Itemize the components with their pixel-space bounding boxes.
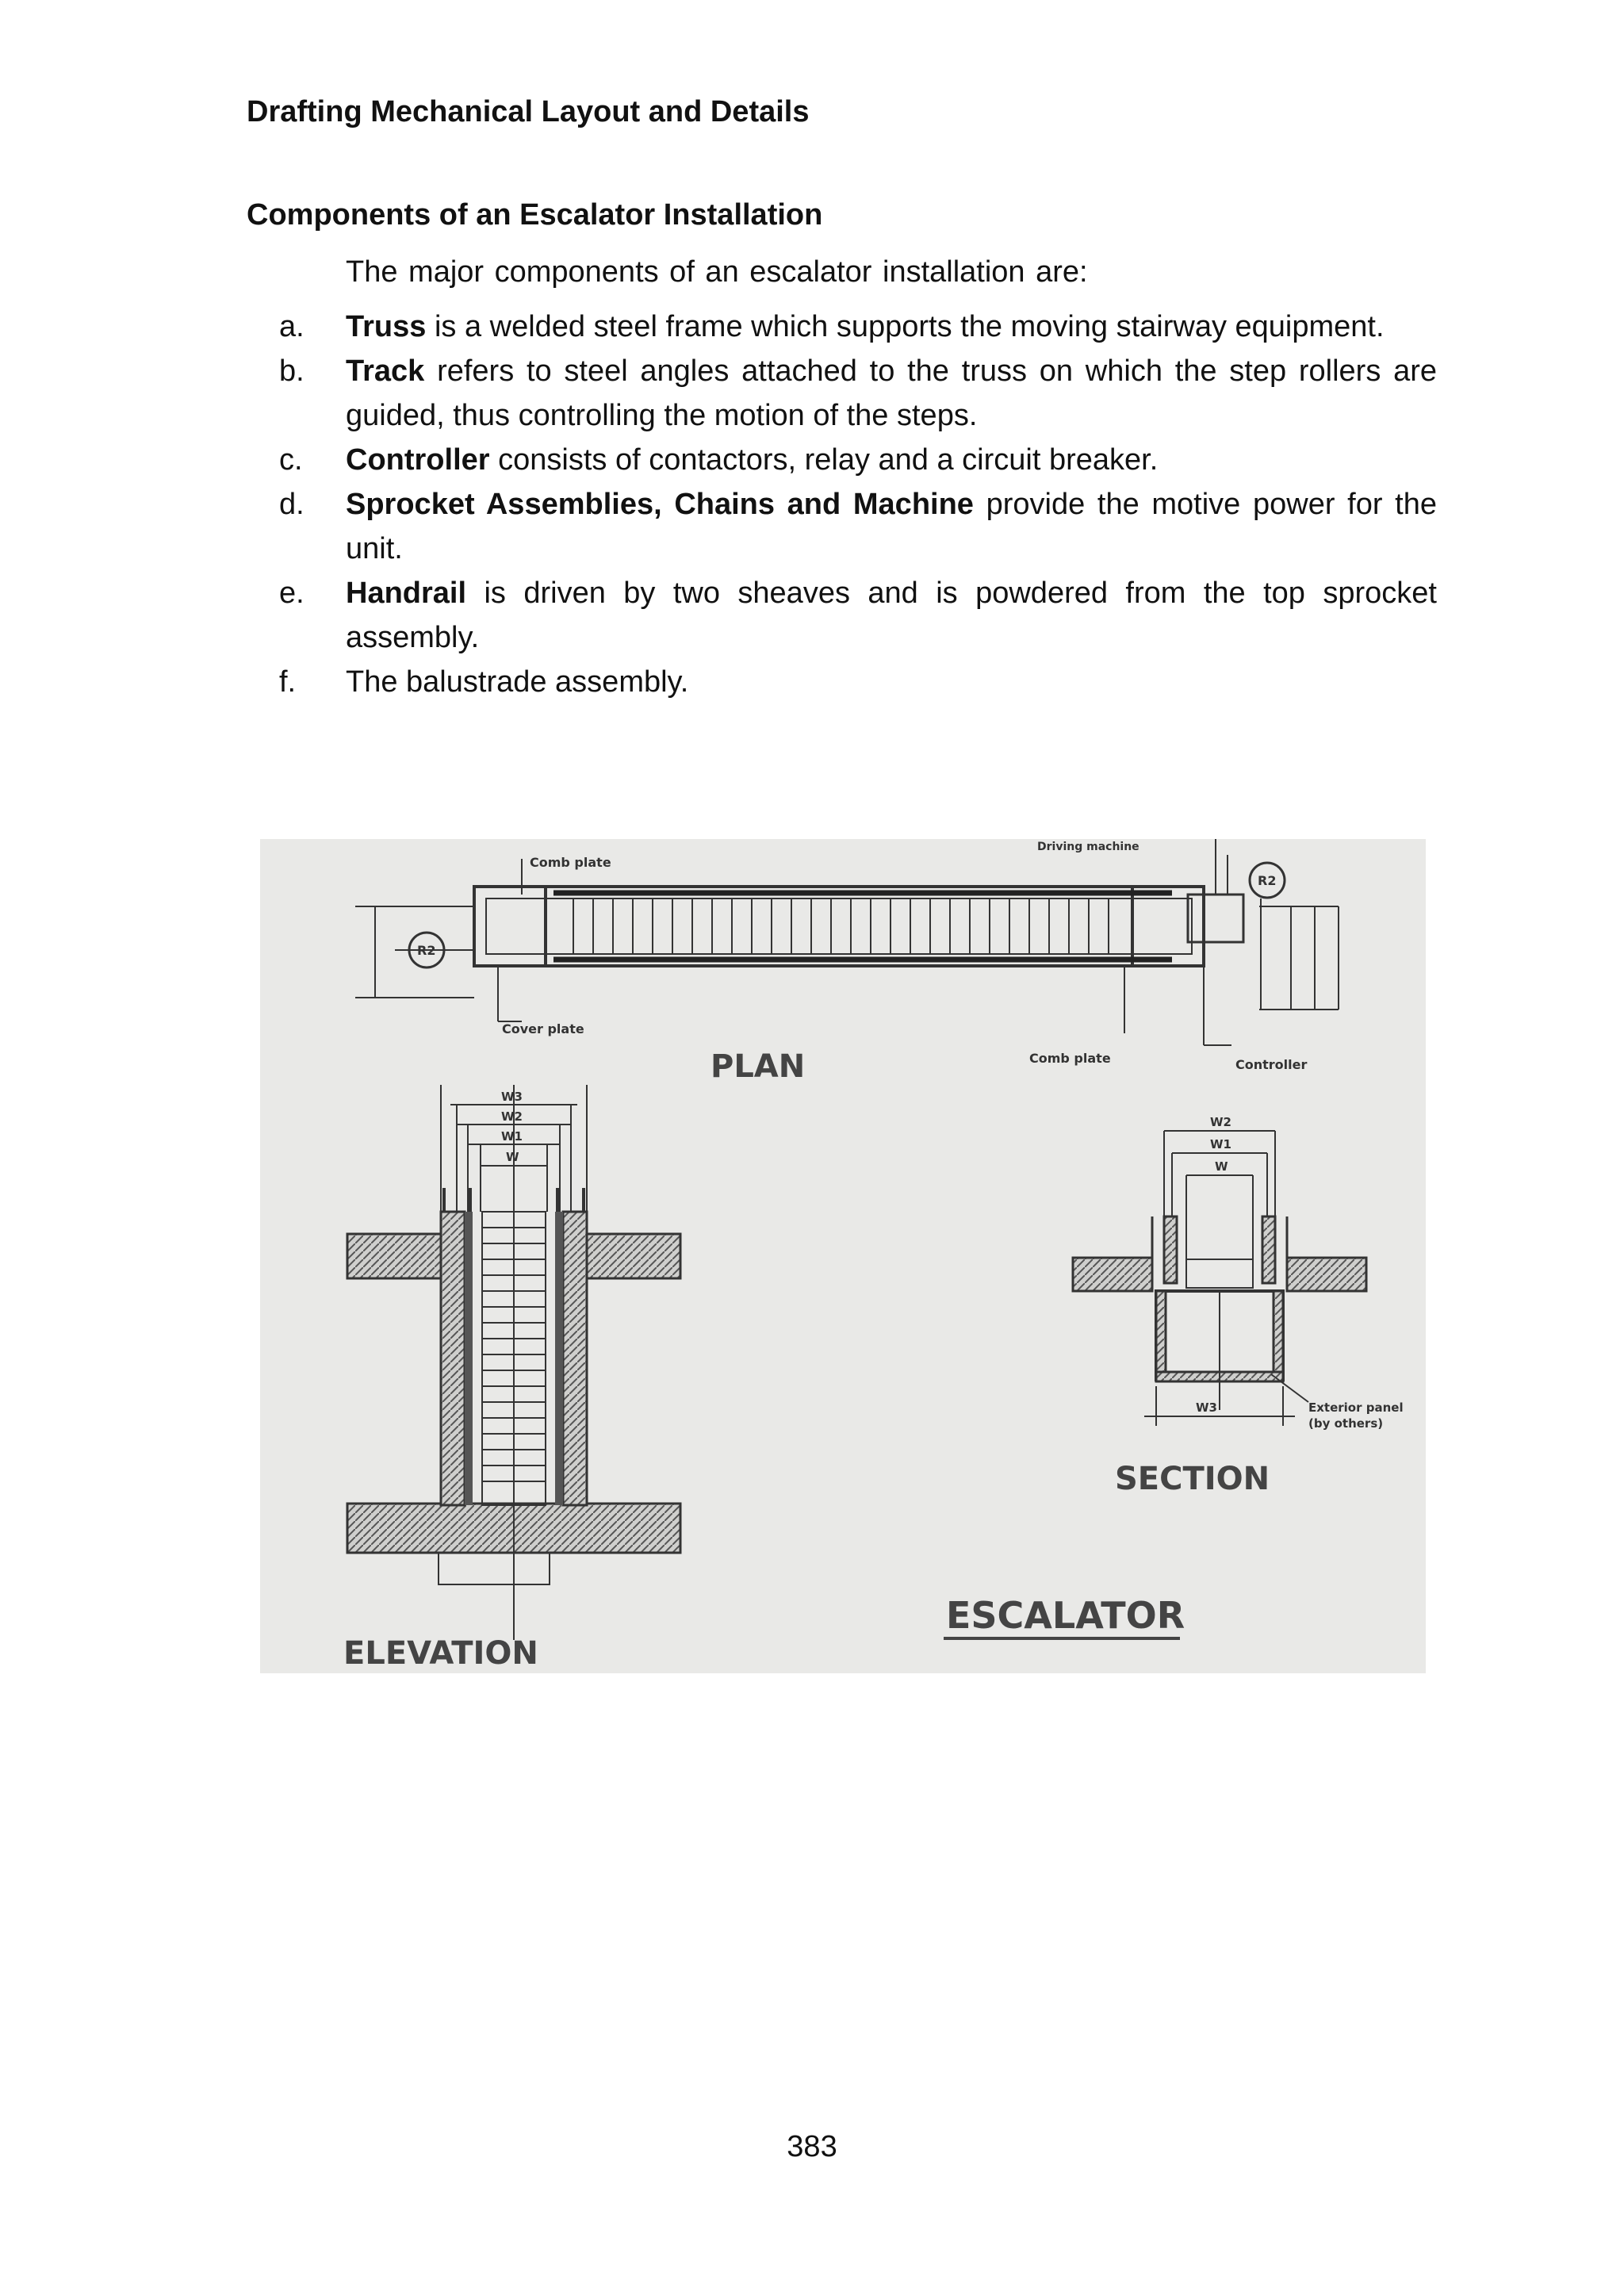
page-number: 383 bbox=[787, 2130, 837, 2163]
list-item bbox=[279, 660, 1437, 704]
plan-steps bbox=[573, 898, 1109, 954]
list-marker: e. bbox=[279, 577, 304, 610]
figure-title: ESCALATOR bbox=[946, 1594, 1185, 1637]
list-item bbox=[279, 482, 1437, 571]
component-term: Handrail bbox=[346, 577, 467, 610]
component-description: provide the motive power for the unit. bbox=[346, 488, 1437, 565]
escalator-drawing bbox=[260, 839, 1426, 1673]
label-by-others: (by others) bbox=[1308, 1416, 1384, 1431]
label-cover-plate: Cover plate bbox=[502, 1021, 584, 1036]
driving-machine-block bbox=[1188, 895, 1243, 942]
component-description: consists of contactors, relay and a circuit breaker. bbox=[489, 443, 1159, 477]
component-description: is driven by two sheaves and is powdered from the top sprocket assembly. bbox=[346, 577, 1437, 654]
label-controller: Controller bbox=[1235, 1057, 1308, 1072]
label-comb-plate-top: Comb plate bbox=[530, 855, 611, 870]
elevation-balustrade-left bbox=[441, 1212, 465, 1505]
label-plan: PLAN bbox=[710, 1048, 806, 1085]
component-description: is a welded steel frame which supports the moving stairway equipment. bbox=[426, 310, 1385, 343]
intro-paragraph: The major components of an escalator installation are: bbox=[346, 255, 1088, 289]
list-item bbox=[279, 438, 1437, 482]
label-sect-w2: W2 bbox=[1210, 1115, 1231, 1129]
label-elev-w1: W1 bbox=[501, 1129, 523, 1144]
component-description: refers to steel angles attached to the truss on which the step rollers are guided, thus controlling the motion of the steps. bbox=[346, 354, 1437, 432]
escalator-figure bbox=[260, 839, 1426, 1673]
list-item bbox=[279, 305, 1437, 349]
label-elev-w2: W2 bbox=[501, 1109, 523, 1124]
label-r2-right: R2 bbox=[1258, 873, 1277, 888]
list-item bbox=[279, 571, 1437, 660]
section-title: Components of an Escalator Installation bbox=[247, 198, 823, 232]
list-marker: a. bbox=[279, 310, 304, 343]
component-term: Controller bbox=[346, 443, 490, 477]
list-item bbox=[279, 349, 1437, 438]
section-view bbox=[1073, 1131, 1366, 1426]
label-elev-w: W bbox=[506, 1150, 519, 1164]
label-sect-w1: W1 bbox=[1210, 1137, 1231, 1151]
label-section: SECTION bbox=[1115, 1461, 1270, 1497]
label-exterior-panel: Exterior panel bbox=[1308, 1400, 1404, 1415]
list-marker: f. bbox=[279, 665, 297, 699]
plan-view bbox=[355, 839, 1339, 1045]
label-elevation: ELEVATION bbox=[343, 1635, 538, 1672]
component-term: Track bbox=[346, 354, 425, 388]
elevation-balustrade-right bbox=[563, 1212, 587, 1505]
label-driving-machine: Driving machine bbox=[1037, 841, 1139, 853]
label-comb-plate-bottom: Comb plate bbox=[1029, 1051, 1111, 1066]
component-term: Sprocket Assemblies, Chains and Machine bbox=[346, 488, 974, 521]
section-floor-left bbox=[1073, 1258, 1152, 1291]
section-floor-right bbox=[1287, 1258, 1366, 1291]
label-sect-w3: W3 bbox=[1196, 1400, 1217, 1415]
list-marker: d. bbox=[279, 488, 304, 521]
label-elev-w3: W3 bbox=[501, 1090, 523, 1104]
list-marker: c. bbox=[279, 443, 303, 477]
component-description: The balustrade assembly. bbox=[346, 665, 689, 699]
step-band bbox=[486, 898, 1192, 954]
component-term: Truss bbox=[346, 310, 427, 343]
label-sect-w: W bbox=[1215, 1159, 1228, 1174]
label-r2-left: R2 bbox=[417, 943, 436, 958]
list-marker: b. bbox=[279, 354, 304, 388]
elevation-view bbox=[347, 1085, 680, 1640]
components-list bbox=[279, 305, 1437, 704]
page-header: Drafting Mechanical Layout and Details bbox=[247, 95, 810, 128]
